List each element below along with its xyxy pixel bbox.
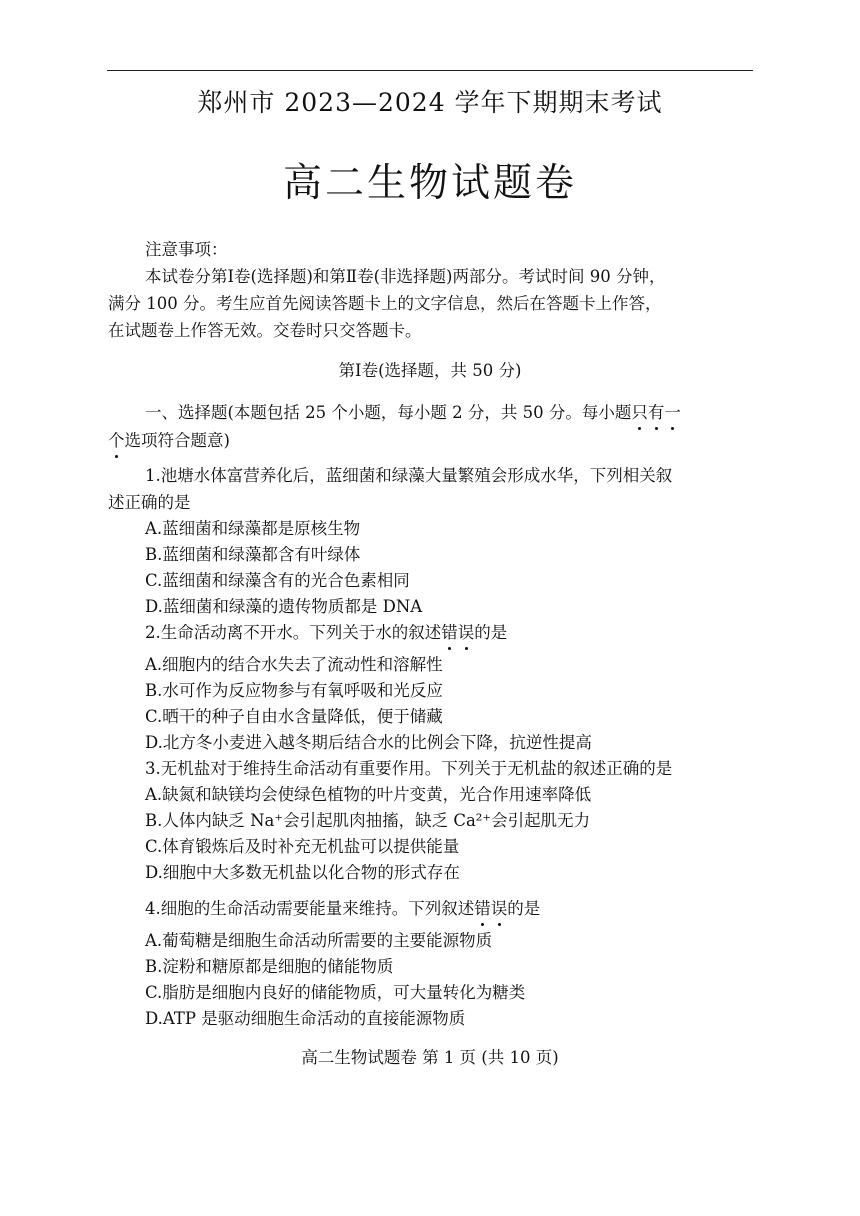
page-title: 高二生物试题卷 (282, 161, 577, 206)
question-1-option-c: C.蓝细菌和绿藻含有的光合色素相同 (145, 571, 410, 590)
emphasis-char: 错 (441, 623, 458, 642)
section-instruction-text: 一、选择题(本题包括 25 个小题，每小题 2 分，共 50 分。每小题 (145, 403, 632, 422)
question-3-option-c: C.体育锻炼后及时补充无机盐可以提供能量 (145, 837, 460, 856)
emphasis-char: 错 (474, 899, 491, 918)
question-4-stem (145, 898, 540, 920)
question-3-option-d: D.细胞中大多数无机盐以化合物的形式存在 (145, 863, 460, 882)
question-2-option-d: D.北方冬小麦进入越冬期后结合水的比例会下降，抗逆性提高 (145, 733, 592, 752)
question-1-stem-line-1: 1.池塘水体富营养化后，蓝细菌和绿藻大量繁殖会形成水华，下列相关叙 (145, 466, 673, 485)
question-4-option-b: B.淀粉和糖原都是细胞的储能物质 (145, 957, 394, 976)
question-4-stem-text: 的是 (507, 899, 541, 918)
question-2-stem-text: 的是 (474, 623, 508, 642)
section-instruction-line-2 (108, 430, 230, 452)
question-4-option-d: D.ATP 是驱动细胞生命活动的直接能源物质 (145, 1009, 466, 1028)
notice-line-1: 本试卷分第Ⅰ卷(选择题)和第Ⅱ卷(非选择题)两部分。考试时间 90 分钟， (145, 267, 666, 286)
question-3-option-a: A.缺氮和缺镁均会使绿色植物的叶片变黄，光合作用速率降低 (145, 785, 592, 804)
notice-label: 注意事项： (145, 240, 228, 259)
top-rule (107, 70, 753, 71)
question-2-stem (145, 622, 507, 644)
question-3-option-b: B.人体内缺乏 Na⁺会引起肌肉抽搐，缺乏 Ca²⁺会引起肌无力 (145, 811, 591, 830)
emphasis-char: 误 (490, 899, 508, 918)
section-instruction-line-1 (145, 402, 681, 424)
question-2-stem-text: 2.生命活动离不开水。下列关于水的叙述 (145, 623, 442, 642)
question-1-option-a: A.蓝细菌和绿藻都是原核生物 (145, 519, 361, 538)
page-footer: 高二生物试题卷 第 1 页 (共 10 页) (301, 1048, 559, 1067)
exam-title: 郑州市 2023—2024 学年下期期末考试 (197, 88, 663, 117)
question-2-option-c: C.晒干的种子自由水含量降低，便于储藏 (145, 707, 443, 726)
question-2-option-b: B.水可作为反应物参与有氧呼吸和光反应 (145, 681, 443, 700)
question-1-option-d: D.蓝细菌和绿藻的遗传物质都是 DNA (145, 597, 423, 616)
question-4-stem-text: 4.细胞的生命活动需要能量来维持。下列叙述 (145, 899, 475, 918)
question-2-option-a: A.细胞内的结合水失去了流动性和溶解性 (145, 655, 443, 674)
question-4-option-a: A.葡萄糖是细胞生命活动所需要的主要能源物质 (145, 931, 493, 950)
question-3-stem: 3.无机盐对于维持生命活动有重要作用。下列关于无机盐的叙述正确的是 (145, 759, 673, 778)
emphasis-char: 只 (631, 403, 648, 422)
section-instruction-text: 选项符合题意) (124, 431, 230, 450)
emphasis-char: 有 (647, 403, 665, 422)
question-1-option-b: B.蓝细菌和绿藻都含有叶绿体 (145, 545, 361, 564)
question-1-stem-line-2: 述正确的是 (108, 493, 191, 512)
emphasis-char: 误 (457, 623, 475, 642)
notice-line-2: 满分 100 分。考生应首先阅读答题卡上的文字信息，然后在答题卡上作答， (108, 294, 662, 313)
emphasis-char: 个 (108, 431, 125, 450)
question-4-option-c: C.脂肪是细胞内良好的储能物质，可大量转化为糖类 (145, 983, 526, 1002)
notice-line-3: 在试题卷上作答无效。交卷时只交答题卡。 (108, 321, 422, 340)
emphasis-char: 一 (664, 403, 681, 422)
section-title: 第Ⅰ卷(选择题，共 50 分) (338, 361, 522, 380)
